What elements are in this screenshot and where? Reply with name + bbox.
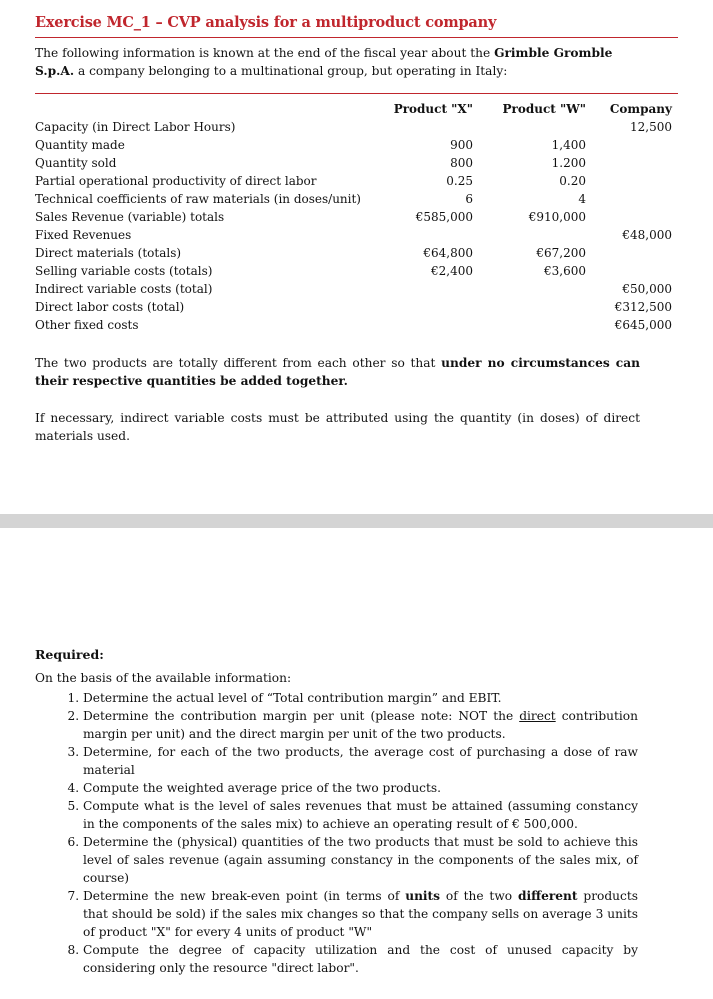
cell-x (361, 298, 473, 316)
header-company: Company (609, 102, 672, 116)
cell-w: €910,000 (528, 210, 586, 224)
required-heading: Required: (35, 647, 104, 662)
cell-x: €2,400 (431, 264, 473, 278)
table-row (35, 208, 672, 226)
list-item (83, 797, 638, 833)
row-label: Direct materials (totals) (35, 246, 182, 260)
cell-company (586, 244, 672, 262)
item-text: Determine the contribution margin per unit (please note: NOT the (83, 709, 520, 723)
page-separator (0, 514, 713, 528)
item-underlined: direct (519, 709, 556, 723)
header-label (35, 100, 361, 118)
note-additivity (35, 354, 640, 390)
required-intro: On the basis of the available information: (35, 671, 292, 685)
item-bold: different (517, 889, 578, 903)
cell-company: €645,000 (614, 318, 672, 332)
list-item (83, 743, 638, 779)
cell-x: 900 (450, 138, 473, 152)
header-product-w: Product "W" (502, 102, 586, 116)
cell-company: 12,500 (630, 120, 672, 134)
row-label: Other fixed costs (35, 318, 139, 332)
cell-x: 0.25 (446, 174, 473, 188)
cell-x: 800 (450, 156, 473, 170)
cell-w (473, 316, 586, 334)
row-label: Partial operational productivity of direct labor (35, 174, 317, 188)
cell-company: €50,000 (622, 282, 672, 296)
cell-w: 1,400 (551, 138, 586, 152)
item-text: contribution margin per unit) and the direct margin per unit of the two products. (83, 709, 638, 741)
table-row (35, 298, 672, 316)
table-row (35, 316, 672, 334)
cell-w (473, 298, 586, 316)
row-label: Capacity (in Direct Labor Hours) (35, 120, 236, 134)
title-rule (35, 37, 678, 38)
cell-w: €3,600 (544, 264, 586, 278)
table-row (35, 154, 672, 172)
cell-company (586, 136, 672, 154)
note-emphasis: under no circumstances can their respective quantities be added together. (35, 356, 640, 388)
table-header-row (35, 100, 672, 118)
header-product-x: Product "X" (393, 102, 473, 116)
required-list (35, 689, 638, 977)
intro-text-before: The following information is known at the end of the fiscal year about the (35, 46, 495, 60)
cell-company (586, 190, 672, 208)
note-text: The two products are totally different from each other so that (35, 356, 442, 370)
list-item (83, 779, 638, 797)
table-row (35, 190, 672, 208)
cell-w (473, 118, 586, 136)
cell-x (361, 118, 473, 136)
cell-x: 6 (465, 192, 473, 206)
cell-w: 1.200 (551, 156, 586, 170)
item-text: Compute what is the level of sales revenues that must be attained (assuming constancy in the components of the sales mix) to achieve an operating result of € 500,000. (83, 799, 638, 831)
cell-w (473, 280, 586, 298)
company-name: Grimble Gromble S.p.A. (35, 46, 613, 78)
cell-company: €312,500 (614, 300, 672, 314)
item-text: Determine the new break-even point (in terms of (83, 889, 406, 903)
row-label: Indirect variable costs (total) (35, 282, 213, 296)
cell-x: €64,800 (423, 246, 473, 260)
table-top-rule (35, 93, 678, 94)
row-label: Fixed Revenues (35, 228, 132, 242)
table-row (35, 244, 672, 262)
table-row (35, 280, 672, 298)
intro-text-after: a company belonging to a multinational group, but operating in Italy: (74, 64, 508, 78)
cell-x (361, 280, 473, 298)
list-item (83, 689, 638, 707)
table-row (35, 118, 672, 136)
intro-paragraph (35, 44, 645, 80)
exercise-title: Exercise MC_1 – CVP analysis for a multiproduct company (35, 14, 497, 31)
row-label: Quantity made (35, 138, 125, 152)
cell-x (361, 316, 473, 334)
cell-w: €67,200 (536, 246, 586, 260)
item-text: Compute the degree of capacity utilization and the cost of unused capacity by considering only the resource "direct labor". (83, 943, 638, 975)
item-text: of the two (440, 889, 518, 903)
cell-company (586, 262, 672, 280)
table-row (35, 262, 672, 280)
cell-company (586, 208, 672, 226)
cell-w: 0.20 (559, 174, 586, 188)
item-text: Determine the (physical) quantities of the two products that must be sold to achieve this level of sales revenue (again assuming constancy in the components of the sales mix, of course) (83, 835, 638, 885)
table-row (35, 172, 672, 190)
row-label: Selling variable costs (totals) (35, 264, 213, 278)
cell-x: €585,000 (415, 210, 473, 224)
row-label: Quantity sold (35, 156, 117, 170)
cell-company (586, 172, 672, 190)
list-item (83, 941, 638, 977)
table-row (35, 226, 672, 244)
list-item (83, 707, 638, 743)
item-text: products that should be sold) if the sales mix changes so that the company sells on average 3 units of product "X" for every 4 units of product "W" (83, 889, 638, 939)
row-label: Direct labor costs (total) (35, 300, 185, 314)
note-indirect-costs: If necessary, indirect variable costs must be attributed using the quantity (in doses) of direct materials used. (35, 411, 640, 443)
row-label: Sales Revenue (variable) totals (35, 210, 225, 224)
cell-w (473, 226, 586, 244)
list-item (83, 833, 638, 887)
item-bold: units (405, 889, 441, 903)
cell-w: 4 (578, 192, 586, 206)
table-row (35, 136, 672, 154)
cell-x (361, 226, 473, 244)
list-item (83, 887, 638, 941)
item-text: Determine, for each of the two products, the average cost of purchasing a dose of raw material (83, 745, 638, 777)
row-label: Technical coefficients of raw materials (in doses/unit) (35, 192, 361, 206)
item-text: Determine the actual level of “Total contribution margin” and EBIT. (83, 691, 502, 705)
cell-company (586, 154, 672, 172)
cell-company: €48,000 (622, 228, 672, 242)
item-text: Compute the weighted average price of the two products. (83, 781, 442, 795)
data-table (35, 100, 672, 334)
